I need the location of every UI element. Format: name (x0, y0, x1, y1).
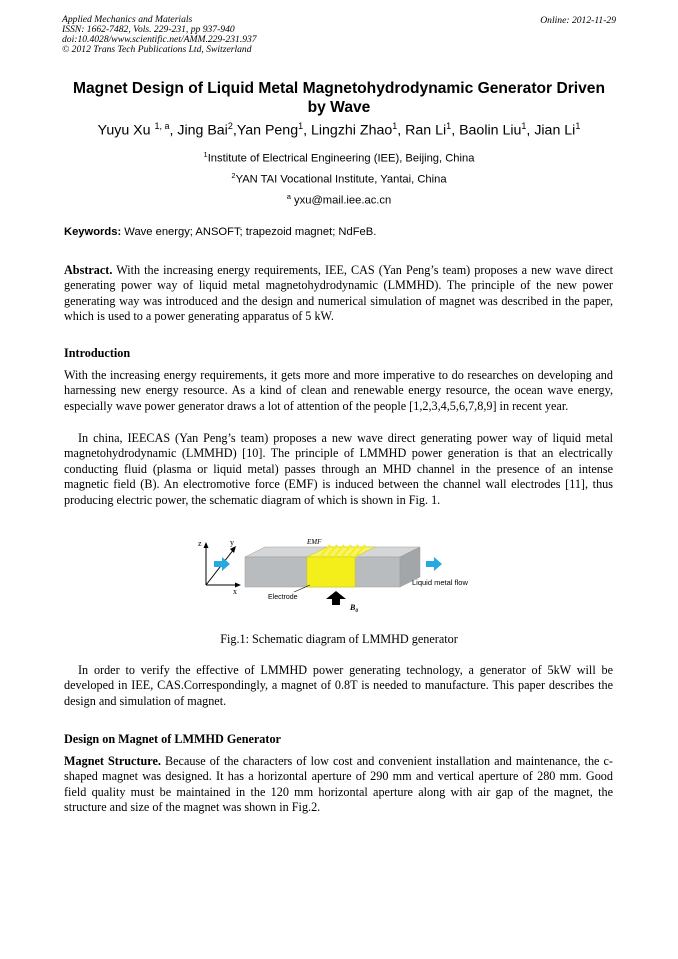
author-sep: , (526, 122, 535, 139)
inflow-arrow (214, 557, 230, 571)
title-line-2: by Wave (307, 99, 371, 116)
issn: ISSN: 1662-7482, Vols. 229-231, pp 937-940 (62, 24, 235, 35)
figure-1-schematic (190, 535, 490, 623)
author-name: Ran Li (405, 122, 447, 139)
author-sep: , (232, 122, 237, 139)
design-heading: Design on Magnet of LMMHD Generator (64, 732, 281, 746)
abstract (64, 263, 613, 325)
b-symbol: B (350, 603, 356, 612)
author-name: Yan Peng (236, 122, 299, 139)
figure-1-caption: Fig.1: Schematic diagram of LMMHD generator (220, 632, 458, 646)
keywords (64, 226, 376, 238)
journal-name: Applied Mechanics and Materials (62, 14, 193, 25)
author-name: Yuyu Xu (97, 122, 155, 139)
z-axis-arrowhead (204, 542, 209, 548)
keywords-text: Wave energy; ANSOFT; trapezoid magnet; NdFeB. (121, 226, 377, 238)
affiliation-1 (62, 150, 616, 165)
b-subscript: 0 (355, 608, 359, 614)
z-label: z (198, 539, 202, 548)
outflow-arrow (426, 557, 442, 571)
intro-paragraph-2: In china, IEECAS (Yan Peng’s team) proposes a new wave direct generating power way of liquid metal magnetohydrodynamic (LMMHD) [10]. The principle of LMMHD power generation is that an electrically conducting fluid (plasma or liquid metal) passes through an MHD channel in the presence of an intense magnetic field (B). An electromotive force (EMF) is induced between the channel wall electrodes [11], thus producing electric power, the schematic diagram of which is shown in Fig. 1. (64, 431, 613, 507)
x-label: x (233, 587, 237, 596)
author-sup: 2 (227, 121, 233, 131)
structure-text: Because of the characters of low cost and convenient installation and maintenance, the c-shaped magnet was designed. It has a horizontal aperture of 290 mm and vertical aperture of 280 mm. Good field quality must be maintained in the 120 mm horizontal aperture along with air gap of the magnet, the structure and size of the magnet was shown in Fig.2. (64, 754, 613, 815)
keywords-label: Keywords: (64, 226, 122, 238)
author-name: Jing Bai (177, 122, 228, 139)
copyright: © 2012 Trans Tech Publications Ltd, Switzerland (62, 44, 252, 55)
b-field-label (349, 603, 358, 614)
author-sup: 1 (575, 121, 581, 131)
author-sup: 1, a (154, 121, 170, 131)
abstract-text: With the increasing energy requirements, IEE, CAS (Yan Peng’s team) proposes a new wave direct generating power way of liquid metal magnetohydrodynamic (LMMHD). The principle of the new power generating way was introduced and the design and numerical simulation of magnet was described in the paper, which is used to a power generating apparatus of 5 kW. (64, 263, 613, 324)
author-sep: , (303, 122, 311, 139)
author-sup: 1 (446, 121, 452, 131)
author-list (40, 121, 638, 139)
electrode-front (307, 557, 355, 587)
author-name: Jian Li (534, 122, 576, 139)
emf-label: EMF (307, 538, 322, 546)
y-label: y (230, 538, 234, 547)
affiliation-2 (62, 171, 616, 186)
electrode-label: Electrode (268, 594, 298, 601)
affiliation-sup: 1 (203, 150, 208, 159)
author-name: Lingzhi Zhao (311, 122, 393, 139)
affiliation-sup: 2 (231, 171, 236, 180)
author-sup: 1 (392, 121, 398, 131)
author-sup: 1 (521, 121, 527, 131)
magnet-structure-paragraph (64, 754, 613, 816)
author-email (62, 192, 616, 207)
flow-label: Liquid metal flow (412, 578, 468, 587)
author-sep: , (169, 122, 178, 139)
doi: doi:10.4028/www.scientific.net/AMM.229-231.937 (62, 34, 257, 45)
y-axis-arrowhead (230, 546, 236, 553)
affiliation-text: Institute of Electrical Engineering (IEE), Beijing, China (207, 152, 475, 165)
affiliation-text: YAN TAI Vocational Institute, Yantai, China (235, 173, 447, 186)
email-text: yxu@mail.iee.ac.cn (290, 194, 392, 207)
email-sup: a (286, 192, 291, 201)
author-name: Baolin Liu (459, 122, 522, 139)
author-sep: , (397, 122, 406, 139)
author-sup: 1 (298, 121, 304, 131)
author-sep: , (451, 122, 460, 139)
verify-paragraph: In order to verify the effective of LMMHD power generating technology, a generator of 5kW will be developed in IEE, CAS.Correspondingly, a magnet of 0.8T is needed to manufacture. This paper describes the design and simulation of magnet. (64, 663, 613, 708)
intro-paragraph-1: With the increasing energy requirements, it gets more and more imperative to do researches on developing and harnessing new energy resource. As a kind of clean and renewable energy resource, the ocean wave energy, especially wave power generator draws a lot of attention of the people [1,2,3,4,5,6,7,8,9] in recent year. (64, 368, 613, 413)
paper-title (62, 79, 616, 117)
b-field-arrow (326, 591, 346, 605)
structure-label: Magnet Structure. (64, 754, 161, 768)
title-line-1: Magnet Design of Liquid Metal Magnetohydrodynamic Generator Driven (73, 80, 605, 97)
abstract-label: Abstract. (64, 263, 113, 277)
online-date: Online: 2012-11-29 (540, 15, 616, 26)
journal-header (62, 15, 257, 55)
intro-heading: Introduction (64, 346, 131, 360)
